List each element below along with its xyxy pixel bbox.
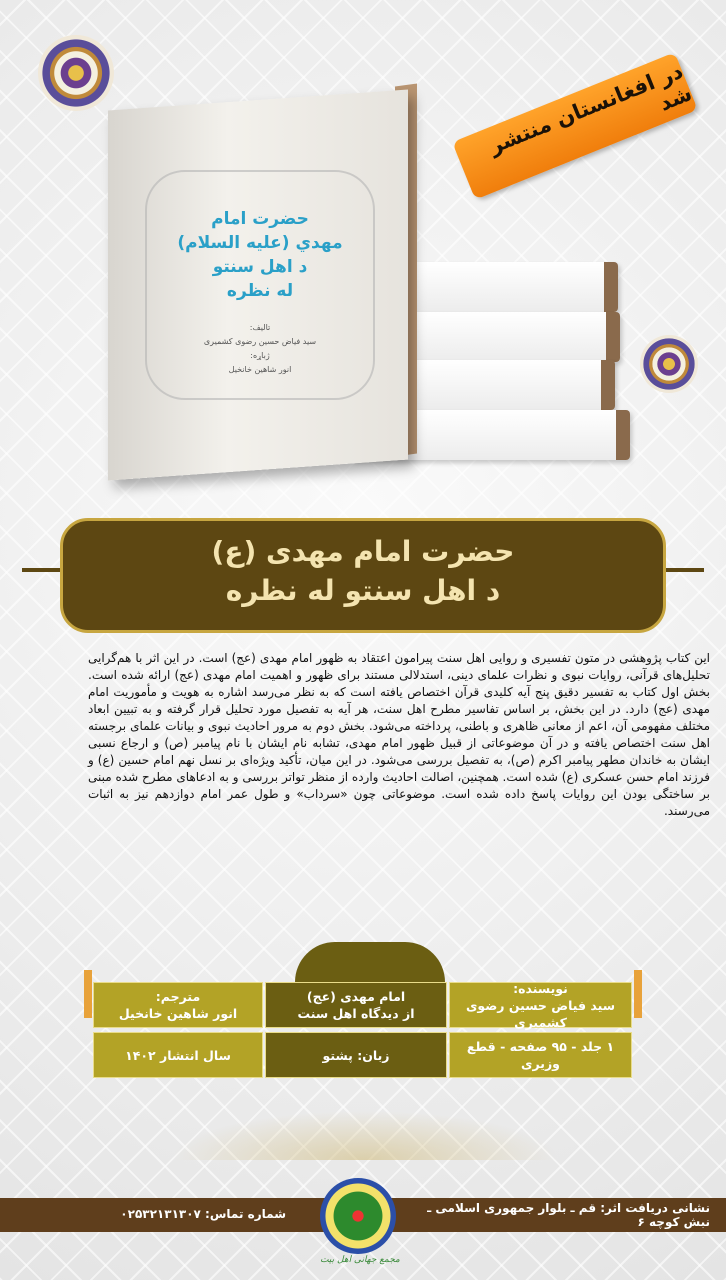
title-line-2: د اهل سنتو له نظره bbox=[225, 574, 501, 607]
ornament-rosette-top-left bbox=[38, 35, 114, 111]
description-text: این کتاب پژوهشی در متون تفسیری و روایی اهل سنت پیرامون اعتقاد به ظهور امام مهدی (عج) است. در این اثر با هم‌گرایی تحلیل‌های قرآنی، روایات نبوی و نظرات علمای دینی، استدلالی مستند برای ظهور و اهمیت امام مهدی (عج) ارائه شده است. بخش اول کتاب به تفسیر دقیق پنج آیه کلیدی قرآن اختصاص یافته است که به نظر می‌رسد اشاره به هویت و مأموریت امام مهدی (عج) دارد. در این بخش، بر اساس تفاسیر مطرح اهل سنت، هر آیه به تفصیل مورد تحلیل قرار گرفته و به تبیین ابعاد مختلف مفهومی آن، اعم از معانی ظاهری و باطنی، پرداخته می‌شود. بخش دوم به مرور احادیث نبوی و بیانات علمای برجسته اهل سنت اختصاص یافته و در آن موضوعاتی از قبیل ظهور امام مهدی، تشابه نام ایشان با نام پیامبر (ص) و ارجاع نسبی ایشان به خاندان مطهر پیامبر اکرم (ص)، به تفصیل بررسی می‌شود. در این میان، تأکید ویژه‌ای بر نسل نهم امام حسین (ع) و فرزند امام حسن عسکری (ع) شده است. همچنین، اصالت احادیث وارده از منظر تواتر بررسی و به ادعاهای مطرح شده مبنی بر ساختگی بودن این روایات پاسخ داده شده است. موضوعاتی چون «سرداب» و طول عمر امام دوازدهم نیز به اثبات می‌رسند. bbox=[88, 651, 710, 818]
open-book-image bbox=[170, 1110, 560, 1160]
banner-ornament-left bbox=[22, 568, 62, 572]
book-cover-text bbox=[145, 170, 375, 400]
author-name: سید فیاض حسین رضوی کشمیری bbox=[465, 997, 616, 1030]
publisher-logo-text: مجمع جهانی اهل بیت bbox=[320, 1255, 400, 1265]
title-line-1: حضرت امام مهدی (ع) bbox=[211, 535, 515, 568]
cover-title-line: حضرت امام bbox=[211, 209, 309, 229]
publication-year: سال انتشار ۱۴۰۲ bbox=[125, 1047, 231, 1063]
translator-label: مترجم: bbox=[155, 989, 201, 1004]
book-specs: ۱ جلد - ۹۵ صفحه - قطع وزیری bbox=[466, 1039, 615, 1071]
subject-line-1: امام مهدی (عج) bbox=[306, 989, 406, 1004]
author-cell bbox=[449, 982, 632, 1028]
published-badge: در افغانستان منتشر شد bbox=[452, 52, 698, 199]
center-dome bbox=[295, 942, 445, 982]
subject-line-2: از دیدگاه اهل سنت bbox=[297, 1006, 415, 1021]
language: زبان: پشتو bbox=[322, 1047, 390, 1063]
subject-cell bbox=[265, 982, 447, 1028]
cover-credit: ژباړه: bbox=[250, 351, 270, 360]
publisher-logo bbox=[320, 1178, 396, 1254]
language-cell bbox=[265, 1032, 447, 1078]
translator-name: انور شاهین خانخیل bbox=[118, 1006, 238, 1021]
cover-credit: سید فیاض حسین رضوی کشمیری bbox=[203, 337, 317, 346]
cover-title-line: له نظره bbox=[226, 281, 294, 301]
cover-title-line: د اهل سنتو bbox=[212, 257, 308, 277]
year-cell bbox=[93, 1032, 263, 1078]
cover-credit: تالیف: bbox=[249, 323, 271, 332]
title-banner bbox=[60, 518, 666, 633]
phone-text: شماره تماس: ۰۲۵۳۲۱۳۱۳۰۷ bbox=[120, 1207, 286, 1221]
translator-cell bbox=[93, 982, 263, 1028]
specs-cell bbox=[449, 1032, 632, 1078]
banner-ornament-right bbox=[664, 568, 704, 572]
decor-tab bbox=[84, 970, 92, 1018]
ornament-rosette-right bbox=[640, 335, 698, 393]
author-label: نویسنده: bbox=[513, 980, 568, 996]
decor-tab bbox=[634, 970, 642, 1018]
cover-title-line: مهدي (عليه السلام) bbox=[177, 233, 343, 253]
cover-credit: انور شاهین خانخیل bbox=[228, 365, 292, 374]
address-text: نشانی دریافت اثر: قم ـ بلوار جمهوری اسلامی ـ نبش کوچه ۶ bbox=[427, 1201, 710, 1229]
